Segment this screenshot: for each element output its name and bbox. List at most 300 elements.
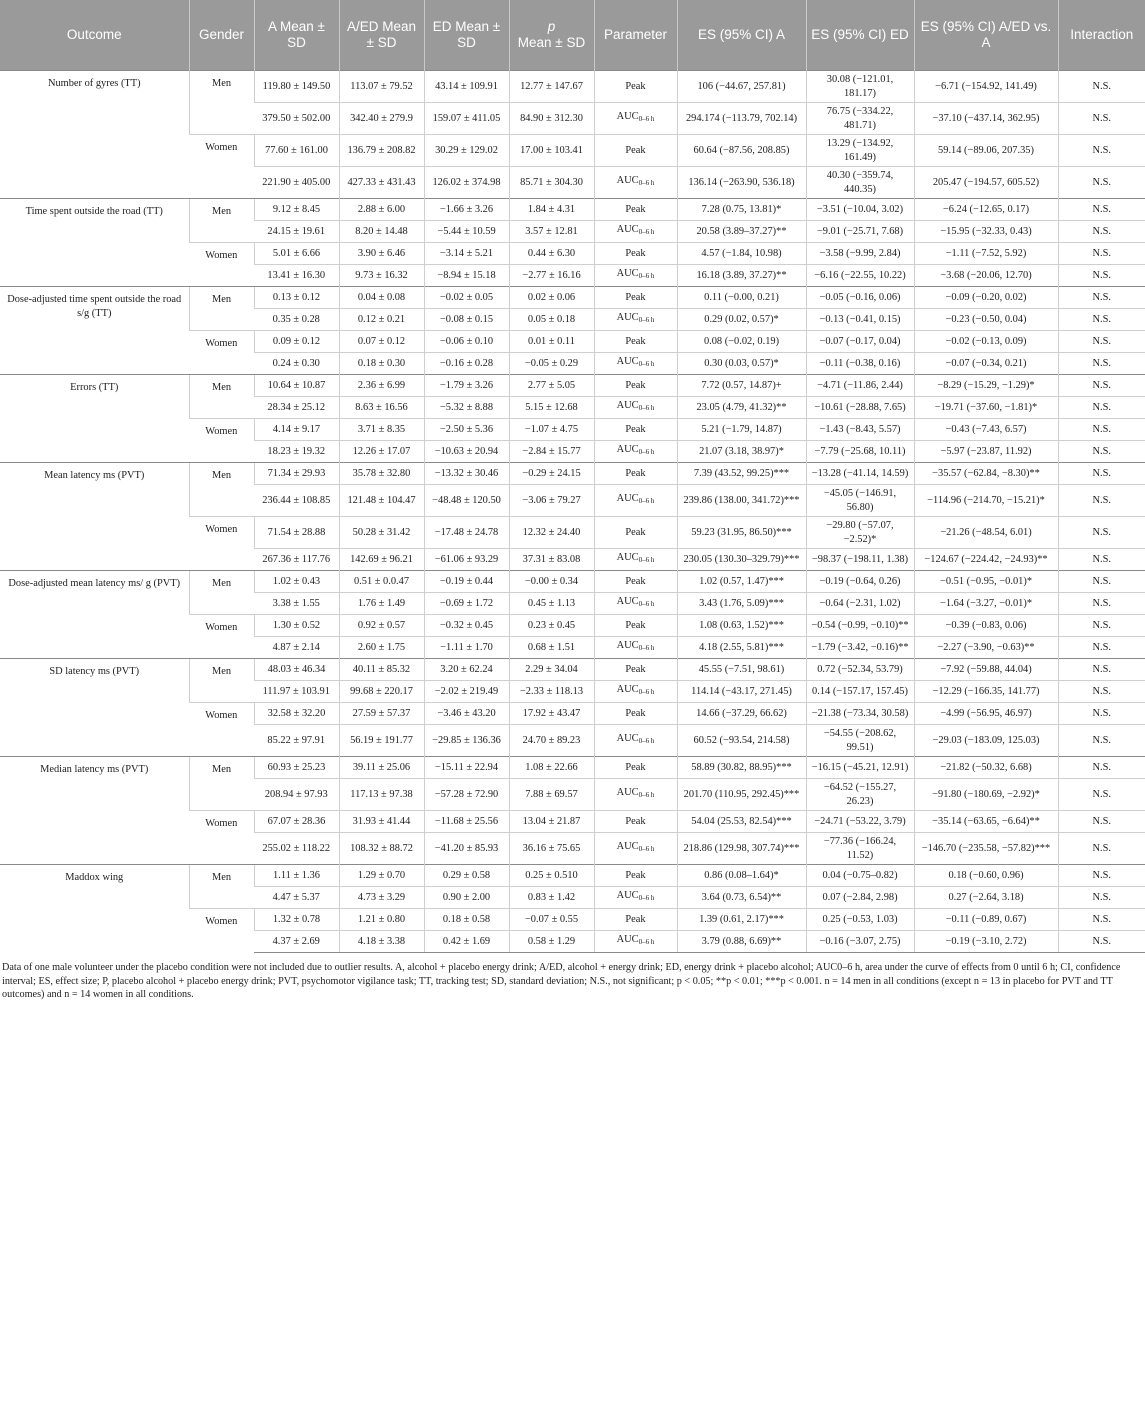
es-a-cell: 1.02 (0.57, 1.47)*** xyxy=(677,571,806,593)
es-a-ed-vs-a-cell: −0.07 (−0.34, 0.21) xyxy=(914,353,1058,375)
outcome-cell: Dose-adjusted time spent outside the road s/g (TT) xyxy=(0,287,189,375)
gender-cell: Women xyxy=(189,331,254,375)
a-ed-mean-sd-cell: 27.59 ± 57.37 xyxy=(339,703,424,725)
gender-cell: Men xyxy=(189,757,254,811)
es-a-ed-vs-a-cell: 205.47 (−194.57, 605.52) xyxy=(914,167,1058,199)
es-ed-cell: −98.37 (−198.11, 1.38) xyxy=(806,549,914,571)
interaction-cell: N.S. xyxy=(1058,757,1145,779)
es-a-ed-vs-a-cell: 0.27 (−2.64, 3.18) xyxy=(914,887,1058,909)
ed-mean-sd-cell: −61.06 ± 93.29 xyxy=(424,549,509,571)
a-ed-mean-sd-cell: 136.79 ± 208.82 xyxy=(339,135,424,167)
a-mean-sd-cell: 28.34 ± 25.12 xyxy=(254,397,339,419)
es-ed-cell: 0.25 (−0.53, 1.03) xyxy=(806,909,914,931)
p-mean-sd-cell: 0.25 ± 0.510 xyxy=(509,865,594,887)
p-mean-sd-cell: 0.02 ± 0.06 xyxy=(509,287,594,309)
table-row xyxy=(0,199,1145,221)
gender-cell: Women xyxy=(189,517,254,571)
a-ed-mean-sd-cell: 35.78 ± 32.80 xyxy=(339,463,424,485)
es-a-cell: 114.14 (−43.17, 271.45) xyxy=(677,681,806,703)
gender-cell: Men xyxy=(189,199,254,243)
ed-mean-sd-cell: 0.90 ± 2.00 xyxy=(424,887,509,909)
es-a-ed-vs-a-cell: −0.11 (−0.89, 0.67) xyxy=(914,909,1058,931)
a-mean-sd-cell: 111.97 ± 103.91 xyxy=(254,681,339,703)
a-ed-mean-sd-cell: 2.88 ± 6.00 xyxy=(339,199,424,221)
a-mean-sd-cell: 208.94 ± 97.93 xyxy=(254,779,339,811)
a-mean-sd-cell: 379.50 ± 502.00 xyxy=(254,103,339,135)
ed-mean-sd-cell: 126.02 ± 374.98 xyxy=(424,167,509,199)
a-mean-sd-cell: 255.02 ± 118.22 xyxy=(254,833,339,865)
interaction-cell: N.S. xyxy=(1058,221,1145,243)
es-ed-cell: −1.79 (−3.42, −0.16)** xyxy=(806,637,914,659)
ed-mean-sd-cell: 159.07 ± 411.05 xyxy=(424,103,509,135)
parameter-cell: Peak xyxy=(594,375,677,397)
ed-mean-sd-cell: −0.02 ± 0.05 xyxy=(424,287,509,309)
es-a-ed-vs-a-cell: −0.19 (−3.10, 2.72) xyxy=(914,931,1058,953)
es-a-cell: 20.58 (3.89–37.27)** xyxy=(677,221,806,243)
p-mean-sd-cell: −0.05 ± 0.29 xyxy=(509,353,594,375)
a-mean-sd-cell: 71.54 ± 28.88 xyxy=(254,517,339,549)
header-a: A Mean ± SD xyxy=(254,0,339,71)
es-a-cell: 136.14 (−263.90, 536.18) xyxy=(677,167,806,199)
a-mean-sd-cell: 236.44 ± 108.85 xyxy=(254,485,339,517)
es-a-cell: 230.05 (130.30–329.79)*** xyxy=(677,549,806,571)
p-mean-sd-cell: 13.04 ± 21.87 xyxy=(509,811,594,833)
gender-cell: Women xyxy=(189,243,254,287)
gender-cell: Men xyxy=(189,865,254,909)
es-a-cell: 0.30 (0.03, 0.57)* xyxy=(677,353,806,375)
ed-mean-sd-cell: −0.69 ± 1.72 xyxy=(424,593,509,615)
gender-cell: Women xyxy=(189,909,254,953)
a-ed-mean-sd-cell: 427.33 ± 431.43 xyxy=(339,167,424,199)
a-ed-mean-sd-cell: 108.32 ± 88.72 xyxy=(339,833,424,865)
es-a-cell: 0.86 (0.08–1.64)* xyxy=(677,865,806,887)
table-footnote: Data of one male volunteer under the placebo condition were not included due to outlier results. A, alcohol + placebo energy drink; A/ED, alcohol + energy drink; ED, energy drink + placebo alcohol; AUC0–6 h, area under the curve of effects from 0 until 6 h; CI, confidence interval; ES, effect size; P, placebo alcohol + placebo energy drink; PVT, psychomotor vigilance task; TT, tracking test; SD, standard deviation; N.S., not significant; p < 0.05; **p < 0.01; ***p < 0.001. n = 14 men in all conditions (except n = 13 in placebo for PVT and TT outcomes) and n = 14 women in all conditions. xyxy=(2,962,1121,1000)
header-es-a: ES (95% CI) A xyxy=(677,0,806,71)
a-ed-mean-sd-cell: 9.73 ± 16.32 xyxy=(339,265,424,287)
es-a-cell: 23.05 (4.79, 41.32)** xyxy=(677,397,806,419)
ed-mean-sd-cell: 30.29 ± 129.02 xyxy=(424,135,509,167)
a-ed-mean-sd-cell: 2.60 ± 1.75 xyxy=(339,637,424,659)
interaction-cell: N.S. xyxy=(1058,419,1145,441)
es-a-ed-vs-a-cell: −6.71 (−154.92, 141.49) xyxy=(914,71,1058,103)
header-a-ed: A/ED Mean ± SD xyxy=(339,0,424,71)
a-mean-sd-cell: 18.23 ± 19.32 xyxy=(254,441,339,463)
a-ed-mean-sd-cell: 0.92 ± 0.57 xyxy=(339,615,424,637)
parameter-cell: Peak xyxy=(594,659,677,681)
es-a-cell: 3.79 (0.88, 6.69)** xyxy=(677,931,806,953)
p-mean-sd-cell: 0.44 ± 6.30 xyxy=(509,243,594,265)
outcome-cell: Number of gyres (TT) xyxy=(0,71,189,199)
parameter-cell: Peak xyxy=(594,463,677,485)
es-ed-cell: 40.30 (−359.74, 440.35) xyxy=(806,167,914,199)
es-ed-cell: −0.19 (−0.64, 0.26) xyxy=(806,571,914,593)
a-mean-sd-cell: 0.24 ± 0.30 xyxy=(254,353,339,375)
parameter-cell: Peak xyxy=(594,71,677,103)
es-ed-cell: 30.08 (−121.01, 181.17) xyxy=(806,71,914,103)
table-row xyxy=(0,865,1145,887)
es-a-ed-vs-a-cell: −21.82 (−50.32, 6.68) xyxy=(914,757,1058,779)
parameter-cell: Peak xyxy=(594,331,677,353)
gender-cell: Men xyxy=(189,375,254,419)
es-a-cell: 1.39 (0.61, 2.17)*** xyxy=(677,909,806,931)
header-ed: ED Mean ± SD xyxy=(424,0,509,71)
ed-mean-sd-cell: −57.28 ± 72.90 xyxy=(424,779,509,811)
parameter-cell: Peak xyxy=(594,287,677,309)
interaction-cell: N.S. xyxy=(1058,779,1145,811)
a-ed-mean-sd-cell: 0.51 ± 0.0.47 xyxy=(339,571,424,593)
p-mean-sd-cell: 12.32 ± 24.40 xyxy=(509,517,594,549)
interaction-cell: N.S. xyxy=(1058,517,1145,549)
a-ed-mean-sd-cell: 113.07 ± 79.52 xyxy=(339,71,424,103)
parameter-cell: Peak xyxy=(594,243,677,265)
interaction-cell: N.S. xyxy=(1058,375,1145,397)
es-a-cell: 60.52 (−93.54, 214.58) xyxy=(677,725,806,757)
a-mean-sd-cell: 1.30 ± 0.52 xyxy=(254,615,339,637)
table-row xyxy=(0,463,1145,485)
parameter-cell: $AUC_{0-6 h}$ xyxy=(594,485,677,517)
p-mean-sd-cell: 1.84 ± 4.31 xyxy=(509,199,594,221)
table-row xyxy=(0,659,1145,681)
ed-mean-sd-cell: −0.32 ± 0.45 xyxy=(424,615,509,637)
es-a-cell: 4.18 (2.55, 5.81)*** xyxy=(677,637,806,659)
ed-mean-sd-cell: −3.14 ± 5.21 xyxy=(424,243,509,265)
p-mean-sd-cell: 85.71 ± 304.30 xyxy=(509,167,594,199)
es-ed-cell: 0.72 (−52.34, 53.79) xyxy=(806,659,914,681)
es-a-cell: 21.07 (3.18, 38.97)* xyxy=(677,441,806,463)
outcome-cell: SD latency ms (PVT) xyxy=(0,659,189,757)
es-ed-cell: −21.38 (−73.34, 30.58) xyxy=(806,703,914,725)
p-mean-sd-cell: −2.77 ± 16.16 xyxy=(509,265,594,287)
ed-mean-sd-cell: −0.06 ± 0.10 xyxy=(424,331,509,353)
parameter-cell: $AUC_{0-6 h}$ xyxy=(594,637,677,659)
es-a-ed-vs-a-cell: −29.03 (−183.09, 125.03) xyxy=(914,725,1058,757)
ed-mean-sd-cell: −1.11 ± 1.70 xyxy=(424,637,509,659)
ed-mean-sd-cell: −0.08 ± 0.15 xyxy=(424,309,509,331)
ed-mean-sd-cell: −8.94 ± 15.18 xyxy=(424,265,509,287)
es-a-ed-vs-a-cell: −3.68 (−20.06, 12.70) xyxy=(914,265,1058,287)
es-ed-cell: −3.58 (−9.99, 2.84) xyxy=(806,243,914,265)
header-parameter: Parameter xyxy=(594,0,677,71)
ed-mean-sd-cell: −5.32 ± 8.88 xyxy=(424,397,509,419)
parameter-cell: $AUC_{0-6 h}$ xyxy=(594,593,677,615)
es-ed-cell: −3.51 (−10.04, 3.02) xyxy=(806,199,914,221)
es-a-ed-vs-a-cell: −0.02 (−0.13, 0.09) xyxy=(914,331,1058,353)
es-a-cell: 45.55 (−7.51, 98.61) xyxy=(677,659,806,681)
ed-mean-sd-cell: −10.63 ± 20.94 xyxy=(424,441,509,463)
header-row xyxy=(0,0,1145,71)
es-ed-cell: −0.07 (−0.17, 0.04) xyxy=(806,331,914,353)
parameter-cell: $AUC_{0-6 h}$ xyxy=(594,103,677,135)
interaction-cell: N.S. xyxy=(1058,887,1145,909)
interaction-cell: N.S. xyxy=(1058,287,1145,309)
es-ed-cell: 0.14 (−157.17, 157.45) xyxy=(806,681,914,703)
interaction-cell: N.S. xyxy=(1058,135,1145,167)
es-a-ed-vs-a-cell: −91.80 (−180.69, −2.92)* xyxy=(914,779,1058,811)
outcome-cell: Maddox wing xyxy=(0,865,189,953)
es-ed-cell: −16.15 (−45.21, 12.91) xyxy=(806,757,914,779)
p-mean-sd-cell: −2.33 ± 118.13 xyxy=(509,681,594,703)
a-mean-sd-cell: 71.34 ± 29.93 xyxy=(254,463,339,485)
es-ed-cell: 0.07 (−2.84, 2.98) xyxy=(806,887,914,909)
parameter-cell: $AUC_{0-6 h}$ xyxy=(594,353,677,375)
interaction-cell: N.S. xyxy=(1058,637,1145,659)
es-a-ed-vs-a-cell: −4.99 (−56.95, 46.97) xyxy=(914,703,1058,725)
interaction-cell: N.S. xyxy=(1058,331,1145,353)
es-a-cell: 1.08 (0.63, 1.52)*** xyxy=(677,615,806,637)
es-ed-cell: −0.11 (−0.38, 0.16) xyxy=(806,353,914,375)
parameter-cell: $AUC_{0-6 h}$ xyxy=(594,397,677,419)
interaction-cell: N.S. xyxy=(1058,593,1145,615)
es-a-ed-vs-a-cell: 59.14 (−89.06, 207.35) xyxy=(914,135,1058,167)
parameter-cell: $AUC_{0-6 h}$ xyxy=(594,681,677,703)
a-ed-mean-sd-cell: 56.19 ± 191.77 xyxy=(339,725,424,757)
a-ed-mean-sd-cell: 121.48 ± 104.47 xyxy=(339,485,424,517)
outcome-cell: Time spent outside the road (TT) xyxy=(0,199,189,287)
interaction-cell: N.S. xyxy=(1058,681,1145,703)
table-row xyxy=(0,571,1145,593)
es-ed-cell: −10.61 (−28.88, 7.65) xyxy=(806,397,914,419)
a-mean-sd-cell: 1.32 ± 0.78 xyxy=(254,909,339,931)
ed-mean-sd-cell: −48.48 ± 120.50 xyxy=(424,485,509,517)
a-ed-mean-sd-cell: 8.63 ± 16.56 xyxy=(339,397,424,419)
a-mean-sd-cell: 1.11 ± 1.36 xyxy=(254,865,339,887)
es-ed-cell: 13.29 (−134.92, 161.49) xyxy=(806,135,914,167)
a-ed-mean-sd-cell: 0.18 ± 0.30 xyxy=(339,353,424,375)
es-a-ed-vs-a-cell: −0.43 (−7.43, 6.57) xyxy=(914,419,1058,441)
gender-cell: Women xyxy=(189,135,254,199)
ed-mean-sd-cell: 0.18 ± 0.58 xyxy=(424,909,509,931)
es-a-cell: 239.86 (138.00, 341.72)*** xyxy=(677,485,806,517)
es-a-ed-vs-a-cell: −1.11 (−7.52, 5.92) xyxy=(914,243,1058,265)
es-a-cell: 0.11 (−0.00, 0.21) xyxy=(677,287,806,309)
table-body xyxy=(0,71,1145,953)
interaction-cell: N.S. xyxy=(1058,865,1145,887)
es-ed-cell: −77.36 (−166.24, 11.52) xyxy=(806,833,914,865)
table-row xyxy=(0,71,1145,103)
p-mean-sd-cell: 24.70 ± 89.23 xyxy=(509,725,594,757)
ed-mean-sd-cell: 0.29 ± 0.58 xyxy=(424,865,509,887)
a-mean-sd-cell: 119.80 ± 149.50 xyxy=(254,71,339,103)
outcome-cell: Median latency ms (PVT) xyxy=(0,757,189,865)
es-a-cell: 54.04 (25.53, 82.54)*** xyxy=(677,811,806,833)
es-a-cell: 7.39 (43.52, 99.25)*** xyxy=(677,463,806,485)
p-mean-sd-cell: 0.05 ± 0.18 xyxy=(509,309,594,331)
es-a-cell: 3.64 (0.73, 6.54)** xyxy=(677,887,806,909)
es-a-cell: 5.21 (−1.79, 14.87) xyxy=(677,419,806,441)
p-mean-sd-cell: 2.77 ± 5.05 xyxy=(509,375,594,397)
es-a-ed-vs-a-cell: −35.14 (−63.65, −6.64)** xyxy=(914,811,1058,833)
es-a-ed-vs-a-cell: −0.09 (−0.20, 0.02) xyxy=(914,287,1058,309)
parameter-cell: $AUC_{0-6 h}$ xyxy=(594,779,677,811)
p-mean-sd-cell: 17.92 ± 43.47 xyxy=(509,703,594,725)
interaction-cell: N.S. xyxy=(1058,615,1145,637)
a-ed-mean-sd-cell: 3.90 ± 6.46 xyxy=(339,243,424,265)
es-a-ed-vs-a-cell: −7.92 (−59.88, 44.04) xyxy=(914,659,1058,681)
a-ed-mean-sd-cell: 12.26 ± 17.07 xyxy=(339,441,424,463)
a-mean-sd-cell: 5.01 ± 6.66 xyxy=(254,243,339,265)
a-ed-mean-sd-cell: 4.18 ± 3.38 xyxy=(339,931,424,953)
gender-cell: Women xyxy=(189,811,254,865)
ed-mean-sd-cell: 43.14 ± 109.91 xyxy=(424,71,509,103)
es-ed-cell: −45.05 (−146.91, 56.80) xyxy=(806,485,914,517)
ed-mean-sd-cell: −0.19 ± 0.44 xyxy=(424,571,509,593)
a-ed-mean-sd-cell: 342.40 ± 279.9 xyxy=(339,103,424,135)
gender-cell: Women xyxy=(189,615,254,659)
es-ed-cell: −1.43 (−8.43, 5.57) xyxy=(806,419,914,441)
es-a-ed-vs-a-cell: −19.71 (−37.60, −1.81)* xyxy=(914,397,1058,419)
a-mean-sd-cell: 77.60 ± 161.00 xyxy=(254,135,339,167)
a-ed-mean-sd-cell: 40.11 ± 85.32 xyxy=(339,659,424,681)
a-mean-sd-cell: 267.36 ± 117.76 xyxy=(254,549,339,571)
parameter-cell: Peak xyxy=(594,419,677,441)
es-a-cell: 7.72 (0.57, 14.87)+ xyxy=(677,375,806,397)
parameter-cell: Peak xyxy=(594,615,677,637)
interaction-cell: N.S. xyxy=(1058,199,1145,221)
header-es-a-ed-vs-a: ES (95% CI) A/ED vs. A xyxy=(914,0,1058,71)
ed-mean-sd-cell: 0.42 ± 1.69 xyxy=(424,931,509,953)
es-a-ed-vs-a-cell: 0.18 (−0.60, 0.96) xyxy=(914,865,1058,887)
es-a-ed-vs-a-cell: −2.27 (−3.90, −0.63)** xyxy=(914,637,1058,659)
es-ed-cell: −0.64 (−2.31, 1.02) xyxy=(806,593,914,615)
a-mean-sd-cell: 4.87 ± 2.14 xyxy=(254,637,339,659)
p-mean-sd-cell: 2.29 ± 34.04 xyxy=(509,659,594,681)
es-a-ed-vs-a-cell: −5.97 (−23.87, 11.92) xyxy=(914,441,1058,463)
parameter-cell: Peak xyxy=(594,199,677,221)
es-a-cell: 4.57 (−1.84, 10.98) xyxy=(677,243,806,265)
a-mean-sd-cell: 0.13 ± 0.12 xyxy=(254,287,339,309)
es-ed-cell: −24.71 (−53.22, 3.79) xyxy=(806,811,914,833)
es-ed-cell: −7.79 (−25.68, 10.11) xyxy=(806,441,914,463)
interaction-cell: N.S. xyxy=(1058,833,1145,865)
es-ed-cell: −0.13 (−0.41, 0.15) xyxy=(806,309,914,331)
a-ed-mean-sd-cell: 0.12 ± 0.21 xyxy=(339,309,424,331)
ed-mean-sd-cell: −1.79 ± 3.26 xyxy=(424,375,509,397)
es-a-ed-vs-a-cell: −0.51 (−0.95, −0.01)* xyxy=(914,571,1058,593)
a-ed-mean-sd-cell: 4.73 ± 3.29 xyxy=(339,887,424,909)
p-mean-sd-cell: 17.00 ± 103.41 xyxy=(509,135,594,167)
p-mean-sd-cell: −0.07 ± 0.55 xyxy=(509,909,594,931)
parameter-cell: $AUC_{0-6 h}$ xyxy=(594,549,677,571)
a-ed-mean-sd-cell: 31.93 ± 41.44 xyxy=(339,811,424,833)
parameter-cell: $AUC_{0-6 h}$ xyxy=(594,725,677,757)
interaction-cell: N.S. xyxy=(1058,441,1145,463)
table-row xyxy=(0,757,1145,779)
gender-cell: Men xyxy=(189,71,254,135)
interaction-cell: N.S. xyxy=(1058,703,1145,725)
interaction-cell: N.S. xyxy=(1058,571,1145,593)
a-ed-mean-sd-cell: 0.07 ± 0.12 xyxy=(339,331,424,353)
p-mean-sd-cell: −0.00 ± 0.34 xyxy=(509,571,594,593)
parameter-cell: Peak xyxy=(594,517,677,549)
p-mean-sd-cell: 1.08 ± 22.66 xyxy=(509,757,594,779)
p-mean-sd-cell: 7.88 ± 69.57 xyxy=(509,779,594,811)
es-a-cell: 218.86 (129.98, 307.74)*** xyxy=(677,833,806,865)
a-ed-mean-sd-cell: 142.69 ± 96.21 xyxy=(339,549,424,571)
a-mean-sd-cell: 85.22 ± 97.91 xyxy=(254,725,339,757)
interaction-cell: N.S. xyxy=(1058,103,1145,135)
a-mean-sd-cell: 10.64 ± 10.87 xyxy=(254,375,339,397)
interaction-cell: N.S. xyxy=(1058,71,1145,103)
ed-mean-sd-cell: −5.44 ± 10.59 xyxy=(424,221,509,243)
gender-cell: Men xyxy=(189,287,254,331)
p-mean-sd-cell: 84.90 ± 312.30 xyxy=(509,103,594,135)
p-mean-sd-cell: 0.01 ± 0.11 xyxy=(509,331,594,353)
p-mean-sd-cell: 0.83 ± 1.42 xyxy=(509,887,594,909)
es-a-ed-vs-a-cell: −6.24 (−12.65, 0.17) xyxy=(914,199,1058,221)
interaction-cell: N.S. xyxy=(1058,909,1145,931)
es-a-ed-vs-a-cell: −15.95 (−32.33, 0.43) xyxy=(914,221,1058,243)
es-ed-cell: −54.55 (−208.62, 99.51) xyxy=(806,725,914,757)
p-mean-sd-cell: 0.45 ± 1.13 xyxy=(509,593,594,615)
es-a-ed-vs-a-cell: −35.57 (−62.84, −8.30)** xyxy=(914,463,1058,485)
a-ed-mean-sd-cell: 3.71 ± 8.35 xyxy=(339,419,424,441)
ed-mean-sd-cell: −2.50 ± 5.36 xyxy=(424,419,509,441)
es-ed-cell: −9.01 (−25.71, 7.68) xyxy=(806,221,914,243)
a-ed-mean-sd-cell: 50.28 ± 31.42 xyxy=(339,517,424,549)
interaction-cell: N.S. xyxy=(1058,309,1145,331)
es-a-cell: 60.64 (−87.56, 208.85) xyxy=(677,135,806,167)
es-a-cell: 7.28 (0.75, 13.81)* xyxy=(677,199,806,221)
header-p: p Mean ± SD xyxy=(509,0,594,71)
interaction-cell: N.S. xyxy=(1058,397,1145,419)
parameter-cell: Peak xyxy=(594,571,677,593)
parameter-cell: Peak xyxy=(594,909,677,931)
es-a-cell: 59.23 (31.95, 86.50)*** xyxy=(677,517,806,549)
a-mean-sd-cell: 24.15 ± 19.61 xyxy=(254,221,339,243)
p-mean-sd-cell: 0.23 ± 0.45 xyxy=(509,615,594,637)
parameter-cell: $AUC_{0-6 h}$ xyxy=(594,931,677,953)
a-mean-sd-cell: 32.58 ± 32.20 xyxy=(254,703,339,725)
gender-cell: Men xyxy=(189,571,254,615)
es-ed-cell: −13.28 (−41.14, 14.59) xyxy=(806,463,914,485)
ed-mean-sd-cell: −11.68 ± 25.56 xyxy=(424,811,509,833)
interaction-cell: N.S. xyxy=(1058,265,1145,287)
gender-cell: Women xyxy=(189,703,254,757)
es-a-cell: 0.08 (−0.02, 0.19) xyxy=(677,331,806,353)
parameter-cell: $AUC_{0-6 h}$ xyxy=(594,441,677,463)
es-a-ed-vs-a-cell: −0.39 (−0.83, 0.06) xyxy=(914,615,1058,637)
a-mean-sd-cell: 48.03 ± 46.34 xyxy=(254,659,339,681)
p-mean-sd-cell: 0.58 ± 1.29 xyxy=(509,931,594,953)
parameter-cell: $AUC_{0-6 h}$ xyxy=(594,887,677,909)
ed-mean-sd-cell: 3.20 ± 62.24 xyxy=(424,659,509,681)
es-ed-cell: −29.80 (−57.07, −2.52)* xyxy=(806,517,914,549)
gender-cell: Men xyxy=(189,463,254,517)
p-mean-sd-cell: 0.68 ± 1.51 xyxy=(509,637,594,659)
parameter-cell: Peak xyxy=(594,757,677,779)
a-mean-sd-cell: 4.37 ± 2.69 xyxy=(254,931,339,953)
a-mean-sd-cell: 67.07 ± 28.36 xyxy=(254,811,339,833)
a-ed-mean-sd-cell: 1.29 ± 0.70 xyxy=(339,865,424,887)
parameter-cell: Peak xyxy=(594,703,677,725)
interaction-cell: N.S. xyxy=(1058,725,1145,757)
es-a-cell: 106 (−44.67, 257.81) xyxy=(677,71,806,103)
outcome-cell: Errors (TT) xyxy=(0,375,189,463)
ed-mean-sd-cell: −1.66 ± 3.26 xyxy=(424,199,509,221)
p-mean-sd-cell: −3.06 ± 79.27 xyxy=(509,485,594,517)
interaction-cell: N.S. xyxy=(1058,549,1145,571)
interaction-cell: N.S. xyxy=(1058,353,1145,375)
es-a-cell: 294.174 (−113.79, 702.14) xyxy=(677,103,806,135)
ed-mean-sd-cell: −29.85 ± 136.36 xyxy=(424,725,509,757)
header-interaction: Interaction xyxy=(1058,0,1145,71)
es-a-cell: 201.70 (110.95, 292.45)*** xyxy=(677,779,806,811)
a-ed-mean-sd-cell: 2.36 ± 6.99 xyxy=(339,375,424,397)
interaction-cell: N.S. xyxy=(1058,931,1145,953)
header-outcome: Outcome xyxy=(0,0,189,71)
p-mean-sd-cell: −1.07 ± 4.75 xyxy=(509,419,594,441)
es-ed-cell: −0.16 (−3.07, 2.75) xyxy=(806,931,914,953)
